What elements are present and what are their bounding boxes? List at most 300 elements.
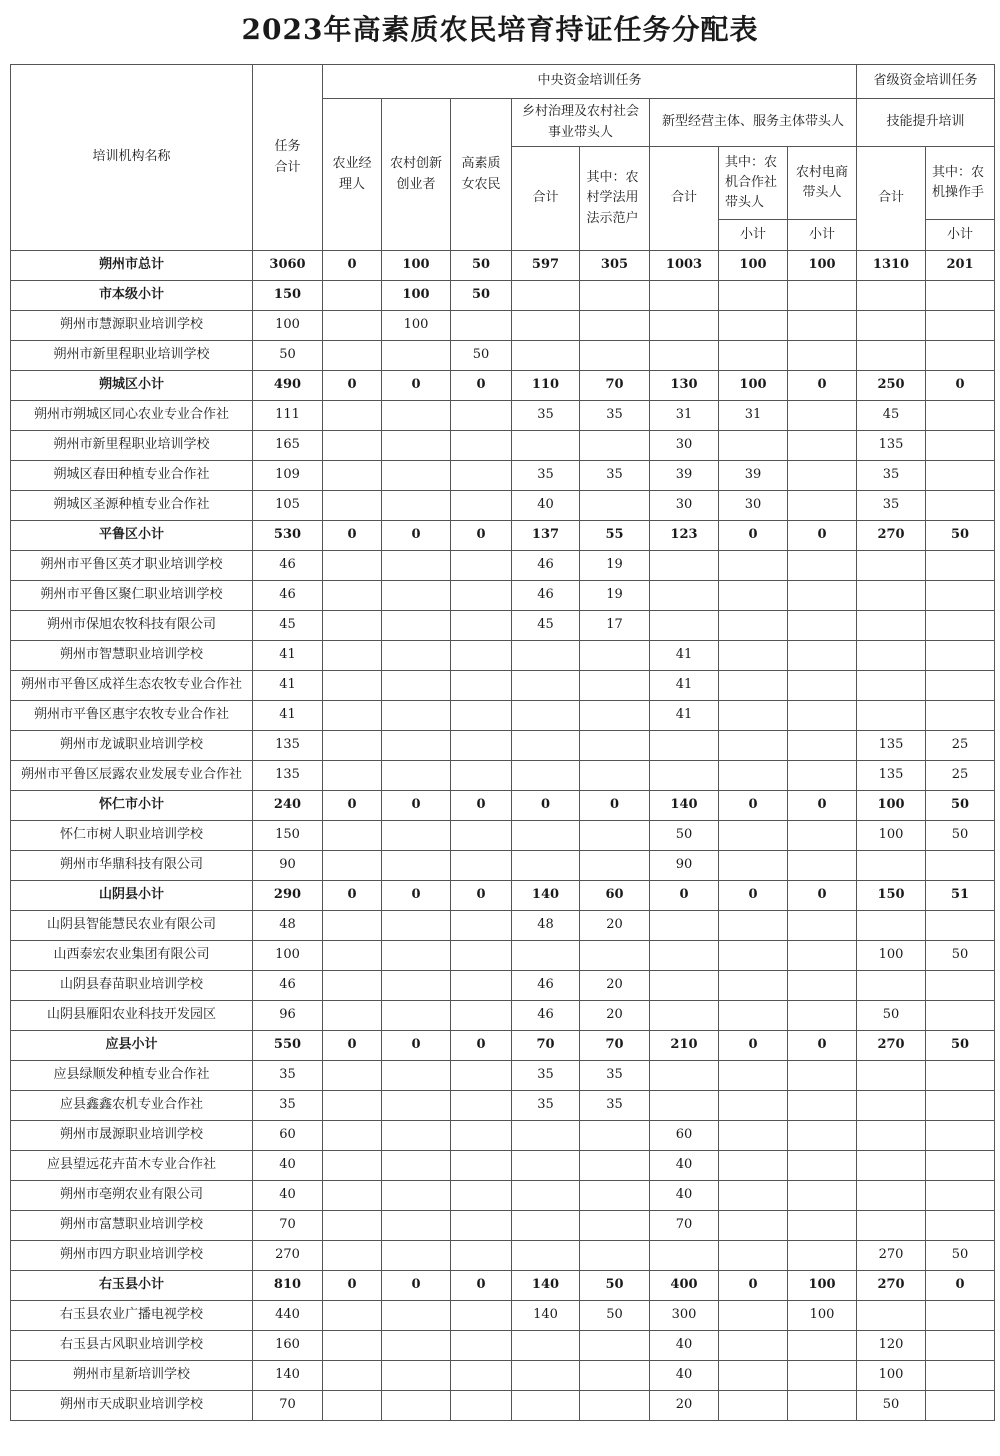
value-cell: 48 — [512, 911, 580, 941]
value-cell — [451, 1211, 512, 1241]
value-cell — [382, 1331, 451, 1361]
subtotal-row — [11, 791, 995, 821]
org-name-cell: 朔州市天成职业培训学校 — [11, 1391, 253, 1421]
value-cell — [382, 491, 451, 521]
org-name-cell: 朔州市星新培训学校 — [11, 1361, 253, 1391]
value-cell — [788, 1001, 857, 1031]
header-law-demo-label: 其中：农村学法用法示范户 — [586, 170, 639, 226]
value-cell: 0 — [382, 1031, 451, 1061]
value-cell — [650, 1091, 719, 1121]
value-cell: 0 — [323, 371, 382, 401]
value-cell — [451, 1391, 512, 1421]
value-cell — [857, 1121, 926, 1151]
value-cell: 0 — [382, 371, 451, 401]
header-skill-upgrade: 技能提升培训 — [857, 99, 995, 147]
org-name-cell: 朔州市四方职业培训学校 — [11, 1241, 253, 1271]
value-cell — [323, 341, 382, 371]
value-cell — [719, 1391, 788, 1421]
header-coop-leader-label: 其中：农机合作社带头人 — [725, 154, 778, 211]
value-cell: 41 — [253, 701, 323, 731]
value-cell: 140 — [512, 881, 580, 911]
value-cell: 17 — [580, 611, 650, 641]
value-cell — [719, 641, 788, 671]
value-cell — [580, 761, 650, 791]
value-cell: 0 — [451, 1271, 512, 1301]
value-cell — [650, 971, 719, 1001]
value-cell — [512, 1211, 580, 1241]
org-name-cell: 朔州市总计 — [11, 251, 253, 281]
value-cell — [788, 341, 857, 371]
value-cell — [719, 551, 788, 581]
value-cell — [926, 611, 995, 641]
value-cell — [382, 1151, 451, 1181]
value-cell: 50 — [857, 1001, 926, 1031]
org-name-cell: 山阴县小计 — [11, 881, 253, 911]
header-ecommerce-leader-label: 农村电商带头人 — [795, 164, 848, 200]
table-row — [11, 671, 995, 701]
value-cell — [788, 641, 857, 671]
value-cell: 0 — [451, 521, 512, 551]
value-cell — [857, 341, 926, 371]
value-cell — [451, 1181, 512, 1211]
value-cell: 50 — [926, 941, 995, 971]
value-cell: 100 — [719, 371, 788, 401]
value-cell — [451, 1061, 512, 1091]
table-row — [11, 1331, 995, 1361]
value-cell: 60 — [253, 1121, 323, 1151]
value-cell: 40 — [253, 1181, 323, 1211]
value-cell: 41 — [253, 641, 323, 671]
value-cell: 123 — [650, 521, 719, 551]
value-cell — [382, 1121, 451, 1151]
value-cell: 0 — [323, 881, 382, 911]
value-cell — [580, 1211, 650, 1241]
table-row — [11, 311, 995, 341]
value-cell — [926, 281, 995, 311]
value-cell — [382, 1001, 451, 1031]
value-cell — [580, 491, 650, 521]
value-cell: 35 — [580, 401, 650, 431]
value-cell — [788, 491, 857, 521]
value-cell — [926, 851, 995, 881]
value-cell: 0 — [382, 881, 451, 911]
value-cell — [719, 911, 788, 941]
value-cell — [719, 311, 788, 341]
value-cell — [788, 311, 857, 341]
value-cell: 55 — [580, 521, 650, 551]
value-cell: 20 — [650, 1391, 719, 1421]
header-ecommerce-leader — [788, 147, 857, 220]
value-cell — [382, 581, 451, 611]
value-cell — [926, 1391, 995, 1421]
value-cell — [512, 671, 580, 701]
header-female-farmer — [451, 99, 512, 251]
value-cell: 530 — [253, 521, 323, 551]
value-cell — [512, 1121, 580, 1151]
value-cell — [512, 641, 580, 671]
org-name-cell: 朔州市晟源职业培训学校 — [11, 1121, 253, 1151]
table-row — [11, 1061, 995, 1091]
value-cell: 140 — [650, 791, 719, 821]
header-rural-governance-label: 乡村治理及农村社会事业带头人 — [521, 104, 639, 140]
value-cell — [451, 1331, 512, 1361]
value-cell: 35 — [512, 461, 580, 491]
value-cell: 39 — [650, 461, 719, 491]
org-name-cell: 右玉县小计 — [11, 1271, 253, 1301]
value-cell — [512, 821, 580, 851]
value-cell: 46 — [512, 971, 580, 1001]
value-cell — [580, 281, 650, 311]
value-cell — [323, 911, 382, 941]
value-cell — [788, 701, 857, 731]
value-cell: 46 — [512, 551, 580, 581]
value-cell — [650, 731, 719, 761]
value-cell: 100 — [788, 1271, 857, 1301]
value-cell — [719, 761, 788, 791]
value-cell: 250 — [857, 371, 926, 401]
value-cell — [926, 1211, 995, 1241]
subtotal-row — [11, 281, 995, 311]
value-cell — [580, 341, 650, 371]
value-cell: 490 — [253, 371, 323, 401]
org-name-cell: 朔州市亳朔农业有限公司 — [11, 1181, 253, 1211]
value-cell — [382, 911, 451, 941]
value-cell — [926, 461, 995, 491]
value-cell: 100 — [253, 941, 323, 971]
value-cell: 0 — [788, 521, 857, 551]
value-cell: 120 — [857, 1331, 926, 1361]
value-cell — [382, 731, 451, 761]
value-cell — [382, 1091, 451, 1121]
value-cell — [580, 1331, 650, 1361]
value-cell: 50 — [926, 821, 995, 851]
value-cell: 440 — [253, 1301, 323, 1331]
value-cell — [650, 941, 719, 971]
org-name-cell: 应县鑫鑫农机专业合作社 — [11, 1091, 253, 1121]
value-cell: 110 — [512, 371, 580, 401]
value-cell — [788, 1091, 857, 1121]
value-cell: 0 — [451, 1031, 512, 1061]
value-cell — [788, 1181, 857, 1211]
value-cell — [323, 851, 382, 881]
value-cell — [512, 851, 580, 881]
value-cell: 25 — [926, 761, 995, 791]
table-row — [11, 1361, 995, 1391]
value-cell: 300 — [650, 1301, 719, 1331]
value-cell: 270 — [253, 1241, 323, 1271]
value-cell: 46 — [253, 581, 323, 611]
value-cell — [323, 641, 382, 671]
subtotal-row — [11, 371, 995, 401]
value-cell — [323, 671, 382, 701]
org-name-cell: 朔城区小计 — [11, 371, 253, 401]
value-cell: 70 — [512, 1031, 580, 1061]
org-name-cell: 朔州市智慧职业培训学校 — [11, 641, 253, 671]
value-cell — [451, 1151, 512, 1181]
org-name-cell: 朔州市平鲁区惠宇农牧专业合作社 — [11, 701, 253, 731]
value-cell — [719, 1301, 788, 1331]
org-name-cell: 朔州市平鲁区辰露农业发展专业合作社 — [11, 761, 253, 791]
value-cell — [323, 551, 382, 581]
value-cell — [926, 1151, 995, 1181]
table-row — [11, 971, 995, 1001]
value-cell: 270 — [857, 1271, 926, 1301]
header-coop-leader — [719, 147, 788, 220]
table-row — [11, 1391, 995, 1421]
value-cell: 40 — [253, 1151, 323, 1181]
value-cell: 50 — [926, 791, 995, 821]
table-row — [11, 401, 995, 431]
value-cell — [382, 1061, 451, 1091]
value-cell: 90 — [253, 851, 323, 881]
value-cell — [323, 1301, 382, 1331]
value-cell — [650, 311, 719, 341]
org-name-cell: 怀仁市小计 — [11, 791, 253, 821]
value-cell — [788, 461, 857, 491]
value-cell — [788, 671, 857, 701]
value-cell — [719, 1211, 788, 1241]
value-cell — [580, 671, 650, 701]
value-cell: 41 — [253, 671, 323, 701]
value-cell — [512, 1361, 580, 1391]
value-cell: 270 — [857, 521, 926, 551]
table-row — [11, 731, 995, 761]
value-cell — [382, 971, 451, 1001]
value-cell: 51 — [926, 881, 995, 911]
value-cell: 130 — [650, 371, 719, 401]
value-cell — [788, 1241, 857, 1271]
value-cell — [926, 911, 995, 941]
value-cell: 0 — [323, 1031, 382, 1061]
value-cell: 0 — [323, 251, 382, 281]
value-cell: 1310 — [857, 251, 926, 281]
header-rural-governance — [512, 99, 650, 147]
value-cell: 19 — [580, 551, 650, 581]
value-cell: 160 — [253, 1331, 323, 1361]
value-cell — [719, 1151, 788, 1181]
value-cell — [719, 581, 788, 611]
value-cell — [788, 851, 857, 881]
value-cell: 35 — [857, 461, 926, 491]
org-name-cell: 怀仁市树人职业培训学校 — [11, 821, 253, 851]
value-cell — [451, 1301, 512, 1331]
value-cell — [857, 851, 926, 881]
value-cell: 597 — [512, 251, 580, 281]
value-cell — [719, 431, 788, 461]
value-cell — [323, 821, 382, 851]
value-cell: 100 — [788, 251, 857, 281]
value-cell — [857, 641, 926, 671]
value-cell: 100 — [788, 1301, 857, 1331]
value-cell — [857, 971, 926, 1001]
subtotal-row — [11, 251, 995, 281]
value-cell — [926, 1091, 995, 1121]
value-cell — [451, 641, 512, 671]
value-cell: 70 — [580, 371, 650, 401]
value-cell: 0 — [788, 791, 857, 821]
org-name-cell: 朔州市平鲁区聚仁职业培训学校 — [11, 581, 253, 611]
value-cell — [650, 1061, 719, 1091]
value-cell — [323, 491, 382, 521]
value-cell — [382, 1181, 451, 1211]
value-cell — [788, 581, 857, 611]
value-cell: 35 — [253, 1091, 323, 1121]
table-row — [11, 1211, 995, 1241]
value-cell — [719, 1061, 788, 1091]
value-cell — [512, 761, 580, 791]
value-cell — [323, 1331, 382, 1361]
value-cell — [451, 1001, 512, 1031]
value-cell: 135 — [857, 731, 926, 761]
value-cell — [719, 1121, 788, 1151]
value-cell — [857, 1061, 926, 1091]
value-cell — [719, 971, 788, 1001]
value-cell — [926, 671, 995, 701]
value-cell — [323, 701, 382, 731]
value-cell — [719, 1181, 788, 1211]
table-row — [11, 641, 995, 671]
value-cell — [382, 761, 451, 791]
value-cell: 41 — [650, 641, 719, 671]
value-cell: 1003 — [650, 251, 719, 281]
value-cell: 31 — [719, 401, 788, 431]
value-cell: 96 — [253, 1001, 323, 1031]
value-cell: 35 — [580, 461, 650, 491]
value-cell — [451, 671, 512, 701]
value-cell — [857, 701, 926, 731]
table-row — [11, 941, 995, 971]
org-name-cell: 市本级小计 — [11, 281, 253, 311]
table-row — [11, 581, 995, 611]
value-cell — [650, 611, 719, 641]
value-cell: 100 — [382, 251, 451, 281]
value-cell — [788, 911, 857, 941]
table-row — [11, 611, 995, 641]
value-cell: 35 — [253, 1061, 323, 1091]
value-cell: 60 — [650, 1121, 719, 1151]
value-cell — [788, 1391, 857, 1421]
value-cell — [512, 1241, 580, 1271]
value-cell — [451, 1361, 512, 1391]
value-cell: 0 — [719, 1031, 788, 1061]
header-operator-subtotal: 小计 — [926, 220, 995, 251]
value-cell: 25 — [926, 731, 995, 761]
table-row — [11, 911, 995, 941]
value-cell — [719, 1091, 788, 1121]
value-cell — [323, 941, 382, 971]
value-cell: 240 — [253, 791, 323, 821]
value-cell — [323, 1151, 382, 1181]
value-cell: 140 — [512, 1301, 580, 1331]
value-cell — [926, 401, 995, 431]
value-cell — [382, 671, 451, 701]
value-cell — [451, 1091, 512, 1121]
value-cell — [382, 821, 451, 851]
page-title: 2023年高素质农民培育持证任务分配表 — [241, 13, 759, 46]
org-name-cell: 朔州市新里程职业培训学校 — [11, 341, 253, 371]
org-name-cell: 应县小计 — [11, 1031, 253, 1061]
header-machine-operator-label: 其中：农机操作手 — [932, 164, 985, 200]
value-cell — [323, 281, 382, 311]
value-cell: 50 — [926, 1241, 995, 1271]
value-cell — [926, 701, 995, 731]
org-name-cell: 山西泰宏农业集团有限公司 — [11, 941, 253, 971]
value-cell: 135 — [857, 431, 926, 461]
value-cell — [926, 311, 995, 341]
value-cell — [857, 1301, 926, 1331]
value-cell — [650, 1001, 719, 1031]
value-cell — [650, 551, 719, 581]
value-cell: 0 — [719, 521, 788, 551]
value-cell: 30 — [719, 491, 788, 521]
value-cell: 40 — [650, 1181, 719, 1211]
table-row — [11, 1151, 995, 1181]
value-cell — [451, 491, 512, 521]
value-cell — [451, 911, 512, 941]
value-cell — [926, 551, 995, 581]
value-cell — [650, 341, 719, 371]
value-cell — [719, 1001, 788, 1031]
value-cell — [451, 1121, 512, 1151]
value-cell — [512, 731, 580, 761]
org-name-cell: 山阴县智能慧民农业有限公司 — [11, 911, 253, 941]
value-cell: 100 — [382, 311, 451, 341]
table-row — [11, 341, 995, 371]
org-name-cell: 朔州市龙诚职业培训学校 — [11, 731, 253, 761]
value-cell: 50 — [580, 1301, 650, 1331]
value-cell — [788, 1121, 857, 1151]
value-cell: 810 — [253, 1271, 323, 1301]
value-cell: 0 — [926, 1271, 995, 1301]
value-cell — [323, 1241, 382, 1271]
value-cell: 50 — [926, 1031, 995, 1061]
value-cell — [451, 701, 512, 731]
value-cell: 0 — [788, 1031, 857, 1061]
value-cell — [451, 551, 512, 581]
value-cell: 40 — [512, 491, 580, 521]
table-row — [11, 491, 995, 521]
value-cell — [382, 851, 451, 881]
value-cell: 50 — [857, 1391, 926, 1421]
subtotal-row — [11, 881, 995, 911]
value-cell — [580, 1181, 650, 1211]
value-cell: 210 — [650, 1031, 719, 1061]
value-cell: 41 — [650, 701, 719, 731]
value-cell — [926, 1331, 995, 1361]
value-cell: 50 — [451, 341, 512, 371]
value-cell: 35 — [857, 491, 926, 521]
header-machine-operator — [926, 147, 995, 220]
value-cell: 35 — [512, 1091, 580, 1121]
value-cell — [926, 971, 995, 1001]
value-cell: 70 — [580, 1031, 650, 1061]
value-cell — [323, 1061, 382, 1091]
value-cell — [580, 1391, 650, 1421]
org-name-cell: 朔州市新里程职业培训学校 — [11, 431, 253, 461]
value-cell — [323, 431, 382, 461]
value-cell — [382, 701, 451, 731]
table-row — [11, 1001, 995, 1031]
value-cell — [857, 311, 926, 341]
value-cell — [926, 581, 995, 611]
task-allocation-table — [10, 64, 995, 1421]
value-cell — [323, 1391, 382, 1421]
table-row — [11, 461, 995, 491]
value-cell: 45 — [253, 611, 323, 641]
table-row — [11, 431, 995, 461]
value-cell: 0 — [382, 521, 451, 551]
org-name-cell: 朔州市富慧职业培训学校 — [11, 1211, 253, 1241]
